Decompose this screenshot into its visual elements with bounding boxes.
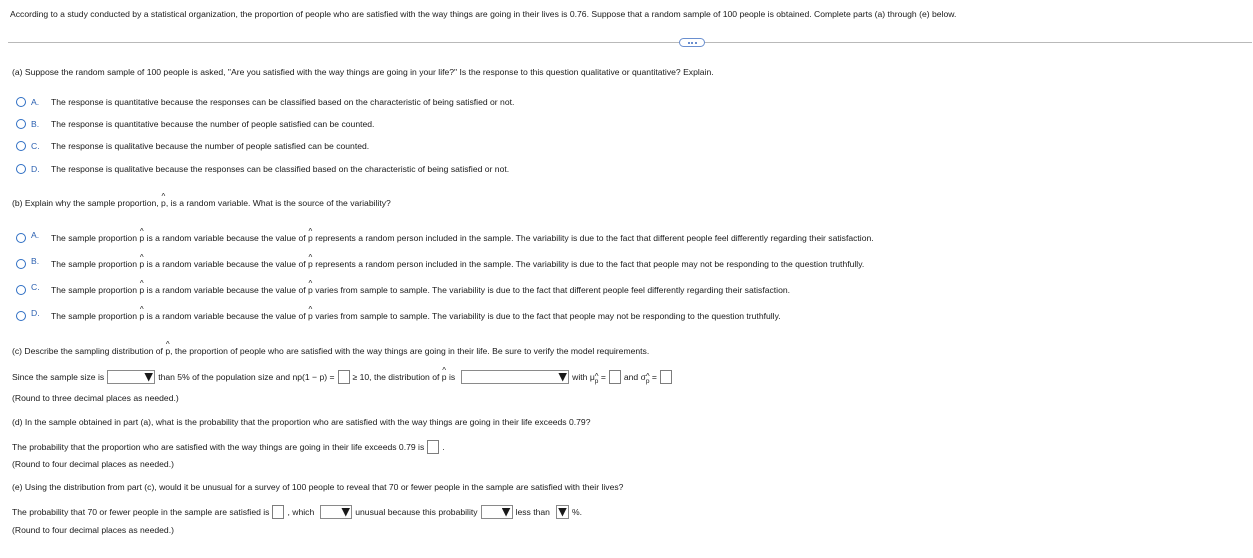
p-hat: ^ p (139, 285, 144, 295)
option-text-post: varies from sample to sample. The variability is due to the fact that different people feel differently regarding their satisfaction. (315, 285, 791, 295)
sample-size-dropdown[interactable] (107, 370, 155, 384)
dropdown-arrow-icon (502, 508, 511, 517)
p-hat: ^ p (161, 198, 166, 208)
unusual-text: unusual because this probability (355, 507, 478, 517)
p-hat: ^ p (646, 378, 650, 385)
is-text: is (448, 372, 456, 382)
option-text-pre: The sample proportion (51, 311, 137, 321)
np-expression: np(1 − p) = (292, 372, 335, 382)
than-text: than 5% of the population size and (158, 372, 291, 382)
radio-button[interactable] (16, 141, 26, 151)
dropdown-arrow-icon (144, 373, 153, 382)
dropdown-arrow-icon (558, 373, 567, 382)
part-d-question: (d) In the sample obtained in part (a), what is the probability that the proportion who are satisfied with the way things are going in their life exceeds 0.79? (12, 417, 591, 427)
p-hat: ^ p (308, 233, 313, 243)
option-text-mid: is a random variable because the value of (146, 233, 306, 243)
problem-intro: According to a study conducted by a statistical organization, the proportion of people who are satisfied with the way things are going in their lives is 0.76. Suppose that a random sample of 100 people is obtained. Complete parts (a) through (e) below. (10, 9, 957, 19)
option-text (51, 233, 874, 243)
part-b-option-d[interactable] (16, 308, 781, 321)
part-a-option-a[interactable] (16, 97, 514, 107)
option-text-post: varies from sample to sample. The variability is due to the fact that people may not be responding to the question truthfully. (315, 311, 781, 321)
and-sigma-text: and σ (623, 372, 646, 382)
p-hat-subscript (646, 378, 650, 385)
p-hat: ^ p (165, 346, 170, 356)
part-e-answer-row (12, 505, 582, 519)
option-text-pre: The sample proportion (51, 233, 137, 243)
question-text: (c) Describe the sampling distribution of (12, 346, 163, 356)
option-letter: D. (31, 164, 40, 174)
part-b-question: (b) Explain why the sample proportion, ^ p, is a random variable. What is the source of the variability? (12, 198, 391, 208)
part-a-question: (a) Suppose the random sample of 100 people is asked, "Are you satisfied with the way things are going in your life?" Is the response to this question qualitative or quantitative? Explain. (12, 67, 714, 77)
part-a-option-c[interactable] (16, 141, 369, 151)
radio-button[interactable] (16, 311, 26, 321)
option-text (51, 311, 781, 321)
dot-icon (691, 42, 693, 44)
p-hat: ^ p (595, 378, 599, 385)
mean-input[interactable] (609, 370, 621, 384)
option-text: The response is qualitative because the number of people satisfied can be counted. (51, 141, 370, 151)
radio-button[interactable] (16, 233, 26, 243)
option-text: The response is quantitative because the responses can be classified based on the characteristic of being satisfied or not. (51, 97, 515, 107)
dropdown-arrow-icon (558, 508, 567, 517)
option-letter: A. (31, 97, 40, 107)
part-e-round-note: (Round to four decimal places as needed.) (12, 525, 174, 535)
part-d-round-note: (Round to four decimal places as needed.) (12, 459, 174, 469)
answer-text: The probability that 70 or fewer people in the sample are satisfied is (12, 507, 270, 517)
option-letter: A. (31, 230, 40, 240)
p-hat-subscript (595, 378, 599, 385)
probability-input[interactable] (272, 505, 284, 519)
percent-text: %. (571, 507, 582, 517)
option-text-mid: is a random variable because the value of (146, 285, 306, 295)
radio-button[interactable] (16, 97, 26, 107)
std-dev-input[interactable] (660, 370, 672, 384)
probability-input[interactable] (427, 440, 439, 454)
dropdown-arrow-icon (341, 508, 350, 517)
radio-button[interactable] (16, 259, 26, 269)
answer-text: The probability that the proportion who are satisfied with the way things are going in their life exceeds 0.79 is (12, 442, 425, 452)
option-letter: B. (31, 119, 40, 129)
part-b-option-a[interactable] (16, 230, 874, 243)
radio-button[interactable] (16, 119, 26, 129)
comparison-dropdown[interactable] (481, 505, 513, 519)
option-letter: C. (31, 282, 40, 292)
option-text-pre: The sample proportion (51, 259, 137, 269)
since-text: Since the sample size is (12, 372, 105, 382)
part-a-option-b[interactable] (16, 119, 374, 129)
option-text (51, 259, 864, 269)
option-text-pre: The sample proportion (51, 285, 137, 295)
part-c-question (12, 346, 649, 356)
p-hat: ^ p (139, 259, 144, 269)
option-text-post: represents a random person included in the sample. The variability is due to the fact that different people feel differently regarding their satisfaction. (315, 233, 874, 243)
which-text: , which (287, 507, 315, 517)
option-text (51, 285, 790, 295)
question-text: , the proportion of people who are satisfied with the way things are going in their life. Be sure to verify the model requirements. (170, 346, 650, 356)
np-input[interactable] (338, 370, 350, 384)
option-text: The response is qualitative because the responses can be classified based on the characteristic of being satisfied or not. (51, 164, 510, 174)
question-text: (b) Explain why the sample proportion, (12, 198, 159, 208)
equals: = (651, 372, 657, 382)
option-text-mid: is a random variable because the value of (146, 259, 306, 269)
threshold-dropdown[interactable] (556, 505, 569, 519)
part-c-round-note: (Round to three decimal places as needed.) (12, 393, 179, 403)
p-hat: ^ p (139, 311, 144, 321)
part-a-option-d[interactable] (16, 164, 509, 174)
part-b-option-b[interactable] (16, 256, 865, 269)
option-letter: B. (31, 256, 40, 266)
dot-icon (695, 42, 697, 44)
ge10-text: ≥ 10, the distribution of (352, 372, 440, 382)
p-hat: ^ p (308, 285, 313, 295)
part-d-answer-row: The probability that the proportion who are satisfied with the way things are going in their life exceeds 0.79 is . (12, 442, 445, 452)
expand-more-button[interactable] (679, 38, 705, 47)
distribution-dropdown[interactable] (461, 370, 569, 384)
divider (8, 42, 1252, 43)
radio-button[interactable] (16, 285, 26, 295)
dot-icon (688, 42, 690, 44)
p-hat: ^ p (308, 259, 313, 269)
less-than-text: less than (515, 507, 550, 517)
option-letter: C. (31, 141, 40, 151)
with-mu-text: with μ (572, 372, 595, 382)
question-text: is a random variable. What is the source of the variability? (170, 198, 391, 208)
part-c-answer-row (12, 370, 675, 384)
part-b-option-c[interactable] (16, 282, 791, 295)
is-unusual-dropdown[interactable] (320, 505, 352, 519)
radio-button[interactable] (16, 164, 26, 174)
option-text: The response is quantitative because the number of people satisfied can be counted. (51, 119, 375, 129)
option-letter: D. (31, 308, 40, 318)
p-hat: ^ p (308, 311, 313, 321)
equals: = (600, 372, 606, 382)
option-text-mid: is a random variable because the value of (146, 311, 306, 321)
p-hat: ^ p (442, 372, 447, 382)
option-text-post: represents a random person included in the sample. The variability is due to the fact that people may not be responding to the question truthfully. (315, 259, 865, 269)
p-hat: ^ p (139, 233, 144, 243)
part-e-question: (e) Using the distribution from part (c), would it be unusual for a survey of 100 people to reveal that 70 or fewer people in the sample are satisfied with their lives? (12, 482, 624, 492)
